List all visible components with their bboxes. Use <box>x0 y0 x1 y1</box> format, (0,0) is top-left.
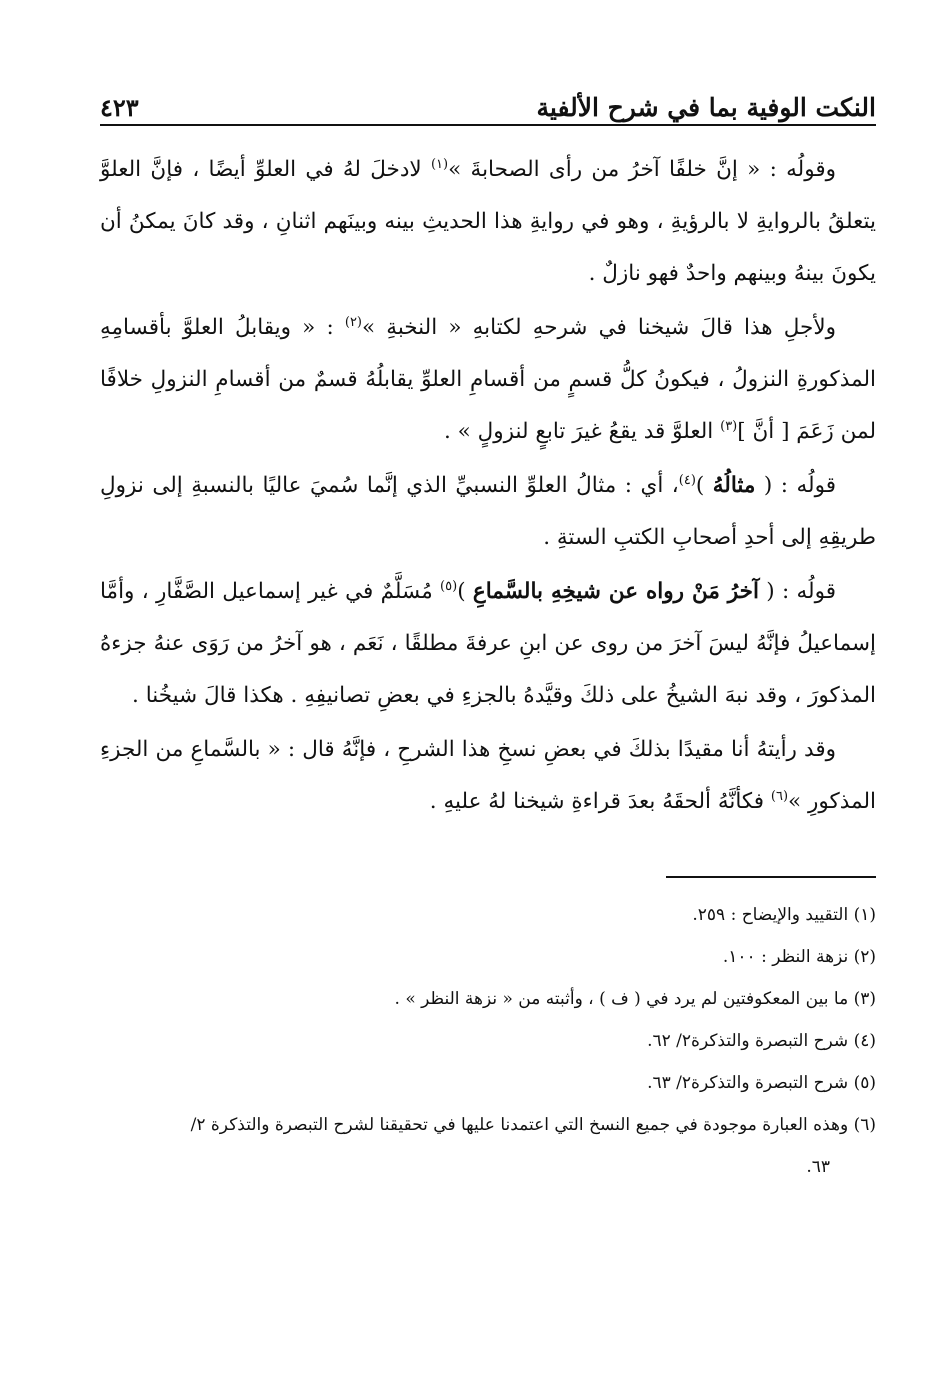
text-span: العلوَّ قد يقعُ غيرَ تابعٍ لنزولٍ » . <box>444 419 721 444</box>
text-span: ) <box>457 579 473 604</box>
paragraph-1 <box>100 144 876 300</box>
text-span: مُسَلَّمٌ في غير إسماعيل الصَّفَّارِ ، وأمَّا إسماعيلُ فإنَّهُ ليسَ آخرَ من روى عن ابنِ عرفةَ مطلقًا ، نَعَم ، هو آخرُ من رَوَى عنهُ جزءهُ المذكورَ ، وقد نبهَ الشيخُ على ذلكَ وقيَّدهُ بالجزءِ في بعضِ تصانيفِهِ . هكذا قالَ شيخُنا . <box>100 579 876 708</box>
footnote-ref[interactable]: (٢) <box>344 314 362 330</box>
footnote-ref[interactable]: (٤) <box>678 472 696 488</box>
footnote-6: (٦) وهذه العبارة موجودة في جميع النسخ التي اعتمدنا عليها في تحقيقنا لشرح التبصرة والتذكرة ٢/ <box>190 1115 876 1135</box>
running-header <box>100 60 876 122</box>
text-span: لادخلَ لهُ في العلوِّ أيضًا ، فإنَّ العلوَّ يتعلقُ بالروايةِ لا بالرؤيةِ ، وهو في روايةِ هذا الحديثِ بينه وبينَهم اثنانِ ، وقد كانَ يمكنُ أن يكونَ بينهُ وبينهم واحدٌ فهو نازلٌ . <box>100 157 876 286</box>
footnote-6-continuation: ٦٣. <box>806 1157 830 1177</box>
bold-lemma: مثالُهُ <box>712 473 756 498</box>
main-text <box>100 144 876 828</box>
footnote-ref[interactable]: (٦) <box>770 788 789 804</box>
footnote-4: (٤) شرح التبصرة والتذكرة٢/ ٦٢. <box>647 1031 876 1051</box>
paragraph-5 <box>100 724 876 828</box>
text-span: ) <box>695 473 713 498</box>
paragraph-2 <box>100 302 876 458</box>
paragraph-3 <box>100 460 876 564</box>
book-title: النكت الوفية بما في شرح الألفية <box>536 93 876 122</box>
paragraph-4 <box>100 566 876 722</box>
footnote-separator <box>666 876 876 878</box>
bold-lemma: آخرُ مَنْ رواه عن شيخِهِ بالسَّماعِ <box>472 579 759 604</box>
footnote-3: (٣) ما بين المعكوفتين لم يرد في ( ف ) ، وأثبته من « نزهة النظر » . <box>394 989 876 1009</box>
header-rule <box>100 124 876 126</box>
text-span: قولُه : ( <box>755 473 836 498</box>
footnote-ref[interactable]: (١) <box>430 156 449 172</box>
page-number: ٤٢٣ <box>100 93 139 122</box>
text-span: قولُه : ( <box>758 579 836 604</box>
footnote-1: (١) التقييد والإيضاح : ٢٥٩. <box>692 905 876 925</box>
page <box>100 60 876 1188</box>
text-span: وقولُه : « إنَّ خلفًا آخرُ من رأى الصحابةَ » <box>448 157 836 182</box>
footnote-ref[interactable]: (٥) <box>440 578 458 594</box>
text-span: ولأجلِ هذا قالَ شيخنا في شرحهِ لكتابهِ « النخبةِ » <box>362 315 836 340</box>
text-span: فكأنَّهُ ألحقَهُ بعدَ قراءةِ شيخنا لهُ عليهِ . <box>429 789 771 814</box>
footnote-5: (٥) شرح التبصرة والتذكرة٢/ ٦٣. <box>647 1073 876 1093</box>
text-span: وقد رأيتهُ أنا مقيدًا بذلكَ في بعضِ نسخِ هذا الشرحِ ، فإنَّهُ قال : « بالسَّماعِ من الجزءِ المذكورِ » <box>100 737 876 814</box>
footnotes <box>100 894 876 1188</box>
text-span: ، أي : مثالُ العلوِّ النسبيِّ الذي إنَّما سُميَ عاليًا بالنسبةِ إلى نزولِ طريقِهِ إلى أحدِ أصحابِ الكتبِ الستةِ . <box>100 473 876 550</box>
footnote-ref[interactable]: (٣) <box>720 418 738 434</box>
footnote-2: (٢) نزهة النظر : ١٠٠. <box>722 947 876 967</box>
text-span: : « ويقابلُ العلوَّ بأقسامِهِ المذكورةِ النزولُ ، فيكونُ كلُّ قسمٍ من أقسامِ العلوِّ يقابلُهُ قسمٌ من أقسامِ النزولِ خلافًا لمن زَعَمَ [ أنَّ ] <box>100 315 876 444</box>
